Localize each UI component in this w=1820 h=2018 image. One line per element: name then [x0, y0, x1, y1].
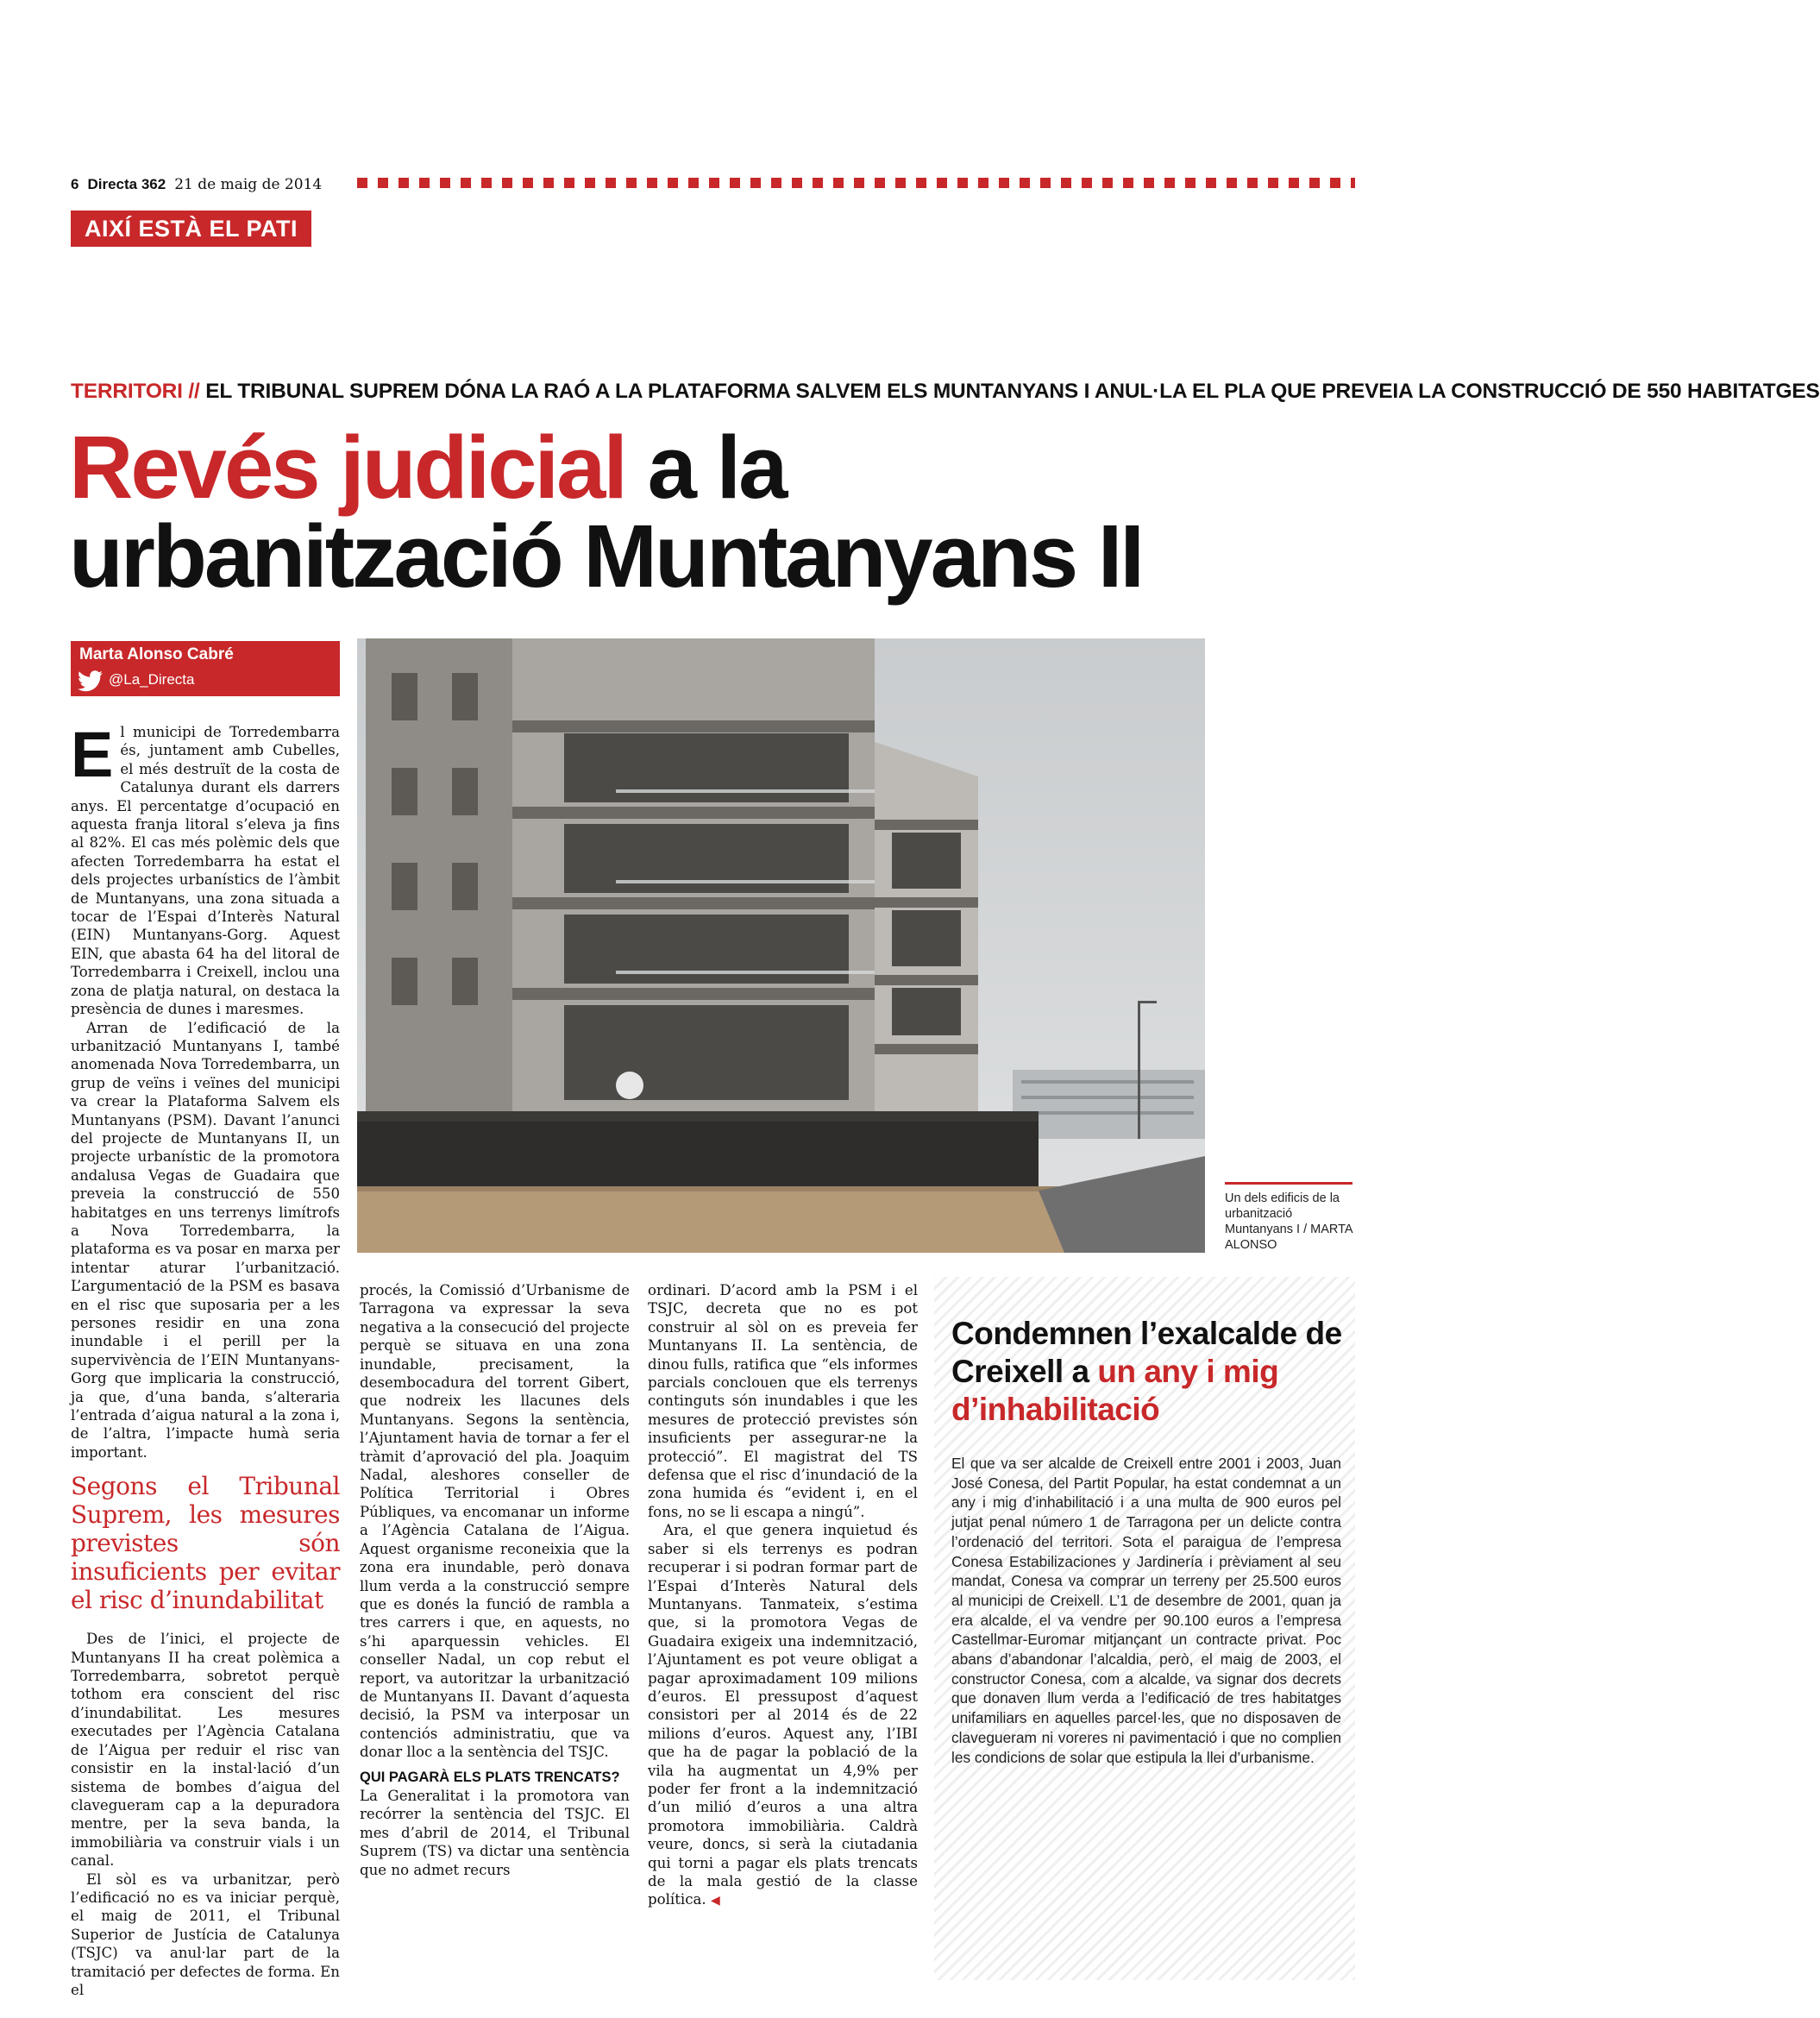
dashed-rule	[357, 178, 1355, 188]
section-tag: AIXÍ ESTÀ EL PATI	[71, 211, 311, 247]
kicker	[71, 380, 1820, 404]
sidebar-body: El que va ser alcalde de Creixell entre 2001 i 2003, Juan José Conesa, del Partit Popular, ha estat condemnat a un any i mig d’inhabilitació i a una multa de 900 euros pel jutjat penal número 1 de Tarragona per un delicte contra l’ordenació del territori. Sota el paraigua de l’empresa Conesa Estabilizaciones y Jardinería i prèviament al seu mandat, Conesa va comprar un terreny per 25.500 euros al municipi de Creixell. L’1 de desembre de 2001, quan ja era alcalde, el va vendre per 90.100 euros a l’empresa Castellmar-Euromar mitjançant un contracte privat. Poc abans d’abandonar l’alcaldia, però, el maig de 2003, el constructor Conesa, com a alcalde, va signar dos decrets que donaven llum verda a l’edificació de tres habitatges unifamiliars en aquelles parcel·les, que no disposaven de clavegueram ni voreres ni pavimentació i que no complien les condicions de solar que estipula la llei d’urbanisme.	[951, 1455, 1341, 1766]
twitter-handle: @La_Directa	[109, 671, 195, 688]
article-column-2	[360, 1281, 630, 1879]
caption-rule	[1225, 1182, 1352, 1185]
twitter-bird-icon	[78, 670, 104, 693]
photo-building	[357, 638, 1205, 1253]
headline-line2: urbanització Muntanyans II	[69, 506, 1143, 606]
kicker-text: EL TRIBUNAL SUPREM DÓNA LA RAÓ A LA PLATAFORMA SALVEM ELS MUNTANYANS I ANUL·LA EL PLA QUE PREVEIA LA CONSTRUCCIÓ DE 550 HABITATGES	[205, 380, 1820, 403]
article-subhead: Segons el Tribunal Suprem, les mesures previstes són insuficients per evitar el risc d’inundabilitat	[71, 1472, 340, 1615]
article-paragraph: l municipi de Torredembarra és, juntament amb Cubelles, el més destruït de la costa de Catalunya durant els darrers anys. El percentatge d’ocupació en aquesta franja litoral s’eleva ja fins al 82%. El cas més polèmic dels que afecten Torredembarra ha estat el dels projectes urbanístics de l’àmbit de Muntanyans, una zona situada a tocar de l’Espai d’Interès Natural (EIN) Muntanyans-Gorg. Aquest EIN, que abasta 64 ha del litoral de Torredembarra i Creixell, inclou una zona de platja natural, on destaca la presència de dunes i maresmes.	[71, 724, 340, 1018]
article-column-3	[648, 1281, 918, 1911]
headline	[69, 418, 1363, 606]
byline	[71, 641, 340, 696]
end-mark-icon: ◀	[710, 1894, 720, 1908]
dropcap: E	[71, 719, 114, 790]
building-illustration	[357, 638, 1205, 1253]
author-name: Marta Alonso Cabré	[79, 645, 234, 663]
issue-date: 21 de maig de 2014	[174, 176, 323, 193]
sidebar-title	[951, 1315, 1348, 1429]
article-paragraph: La Generalitat i la promotora van recórrer la sentència del TSJC. El mes d’abril de 2014, el Tribunal Suprem (TS) va dictar una sentència que no admet recurs	[360, 1787, 630, 1878]
article-paragraph: Arran de l’edificació de la urbanització Muntanyans I, també anomenada Nova Torredembarra, un grup de veïns i veïnes del municipi va crear la Plataforma Salvem els Muntanyans (PSM). Davant l’anunci del projecte de Muntanyans II, un projecte urbanístic de la promotora andalusa Vegas de Guadaira que preveia la construcció de 550 habitatges en uns terrenys limítrofs a Nova Torredembarra, la plataforma es va posar en marxa per intentar aturar l’urbanització. L’argumentació de la PSM es basava en el risc que suposaria per a les persones residir en una zona inundable i el perill per la supervivència de l’EIN Muntanyans-Gorg que implicaria la construcció, ja que, d’una banda, s’alteraria l’entrada d’aigua natural a la zona i, de l’altra, l’impacte humà seria important.	[71, 1019, 340, 1461]
headline-highlight: Revés judicial	[69, 418, 626, 517]
article-column-1	[71, 719, 340, 1999]
article-paragraph-text: Ara, el que genera inquietud és saber si els terrenys es podran recuperar i si podran formar part de l’Espai d’Interès Natural dels Muntanyans. Tanmateix, s’estima que, si la promotora Vegas de Guadaira exigeix una indemnització, l’Ajuntament es pot veure obligat a pagar aproximadament 109 milions d’euros. El pressupost d’aquest consistori per al 2014 és de 22 milions d’euros. Aquest any, l’IBI que ha de pagar la població de la vila ha augmentat un 4,9% per poder fer front a la indemnització d’un milió d’euros a una altra promotora immobiliària. Caldrà veure, doncs, si serà la ciutadania qui torni a pagar els plats trencats de la mala gestió de la classe política.	[648, 1522, 918, 1908]
sidebar-title-highlight: un any i mig d’inhabilitació	[951, 1354, 1279, 1427]
sidebar-title-text: Condemnen l’exalcalde de Creixell a	[951, 1316, 1342, 1389]
article-paragraph	[648, 1521, 918, 1911]
article-subhead-small: QUI PAGARÀ ELS PLATS TRENCATS?	[360, 1769, 620, 1785]
kicker-label: TERRITORI //	[71, 380, 200, 403]
page-number: 6	[71, 176, 79, 192]
article-paragraph: El sòl es va urbanitzar, però l’edificació no es va iniciar perquè, el maig de 2011, el Tribunal Superior de Justícia de Catalunya (TSJC) va anul·lar part de la tramitació per defectes de forma. En el	[71, 1870, 340, 1998]
article-paragraph: Des de l’inici, el projecte de Muntanyans II ha creat polèmica a Torredembarra, sobretot perquè tothom era conscient del risc d’inundabilitat. Les mesures executades per l’Agència Catalana de l’Aigua per reduir el risc van consistir en la instal·lació d’un sistema de bombes d’aigua del clavegueram cap a la depuradora mentre, per la seva banda, la immobiliària va construir vials i un canal.	[71, 1631, 340, 1870]
folio	[71, 176, 322, 193]
sidebar-box	[934, 1277, 1355, 1980]
photo-caption: Un dels edificis de la urbanització Muntanyans I / MARTA ALONSO	[1225, 1191, 1352, 1252]
publication-name: Directa 362	[87, 176, 166, 192]
headline-rest: a la	[625, 418, 786, 517]
article-paragraph: procés, la Comissió d’Urbanisme de Tarragona va expressar la seva negativa a la consecució del projecte perquè se situava en una zona inundable, precisament, la desembocadura del torrent Gibert, que nodreix les llacunes dels Muntanyans. Segons la sentència, l’Ajuntament havia de tornar a fer el tràmit d’aprovació del pla. Joaquim Nadal, aleshores conseller de Política Territorial i Obres Públiques, va encomanar un informe a l’Agència Catalana de l’Aigua. Aquest organisme reconeixia que la zona era inundable, però donava llum verda a la construcció sempre que es donés la funció de rambla a tres carrers i que, en aquests, no s’hi aparquessin vehicles. El conseller Nadal, un cop rebut el report, va autoritzar la urbanització de Muntanyans II. Davant d’aquesta decisió, la PSM va interposar un contenciós administratiu, que va donar lloc a la sentència del TSJC.	[360, 1282, 630, 1761]
article-paragraph: ordinari. D’acord amb la PSM i el TSJC, decreta que no es pot construir al sòl on es preveia fer Muntanyans II. La sentència, de dinou fulls, ratifica que “els informes parcials conclouen que els terrenys continguts són inundables i que les mesures de protecció previstes són insuficients per assegurar-ne la protecció”. El magistrat del TS defensa que el risc d’inundació de la zona humida és “evident i, en el fons, no se li escapa a ningú”.	[648, 1282, 918, 1520]
